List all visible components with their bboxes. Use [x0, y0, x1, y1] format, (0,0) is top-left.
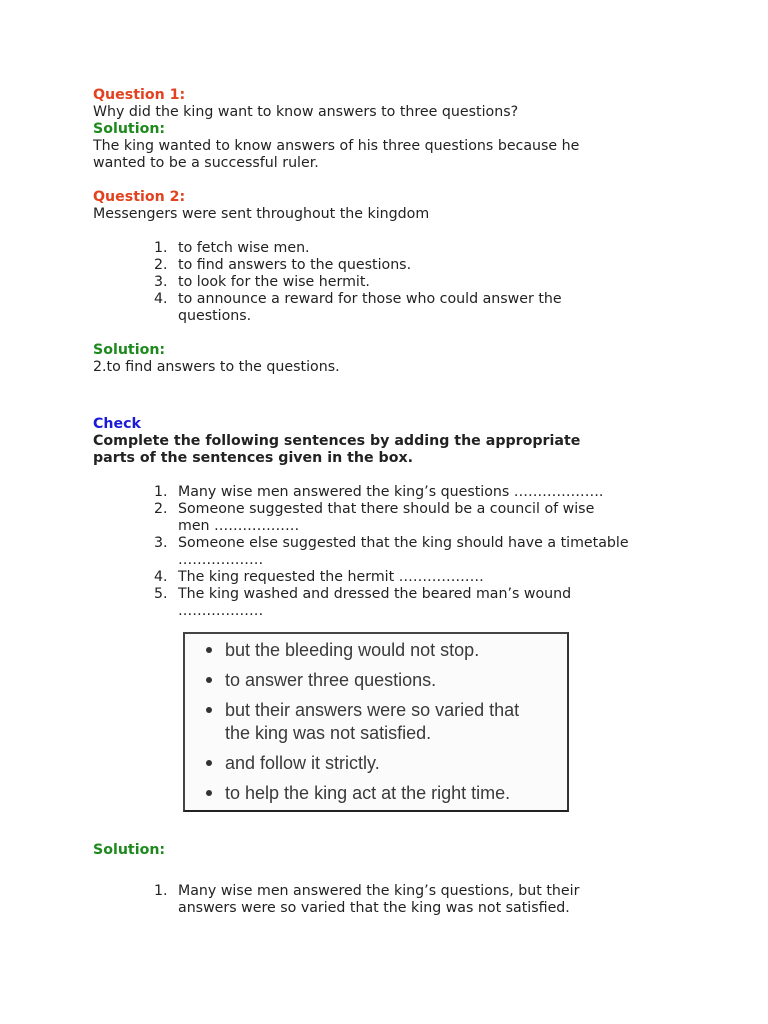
- question-2-heading: Question 2:: [93, 189, 186, 205]
- list-item: [93, 291, 683, 325]
- list-text-continued: ………………: [178, 603, 264, 619]
- list-number: 4.: [154, 569, 168, 585]
- phrase-text: to help the king act at the right time.: [225, 782, 511, 803]
- list-number: 3.: [154, 535, 168, 551]
- list-item: [93, 484, 683, 501]
- list-item: [93, 535, 683, 569]
- list-text: Someone suggested that there should be a council of wise: [178, 501, 595, 517]
- bullet-icon: [206, 647, 212, 653]
- list-number: 4.: [154, 291, 168, 307]
- list-text: to find answers to the questions.: [178, 257, 412, 273]
- list-text: to look for the wise hermit.: [178, 274, 370, 290]
- list-number: 5.: [154, 586, 168, 602]
- list-text-continued: ………………: [178, 552, 264, 568]
- phrase-item: [203, 752, 567, 775]
- list-number: 1.: [154, 240, 168, 256]
- question-2-prompt: Messengers were sent throughout the kingdom: [93, 206, 430, 222]
- question-1-text: Why did the king want to know answers to three questions?: [93, 104, 519, 120]
- phrase-item: [203, 639, 567, 662]
- list-text: The king washed and dressed the beared man’s wound: [178, 586, 572, 602]
- bullet-icon: [206, 707, 212, 713]
- phrase-text-continued: the king was not satisfied.: [225, 722, 432, 743]
- bullet-icon: [206, 790, 212, 796]
- list-item: [93, 586, 683, 620]
- list-item: [93, 240, 683, 257]
- phrase-list: [203, 639, 567, 804]
- list-item: [93, 274, 683, 291]
- bullet-icon: [206, 760, 212, 766]
- check-instruction-line-1: Complete the following sentences by adding the appropriate: [93, 433, 581, 449]
- document-page: [93, 87, 683, 917]
- solution-1-heading: Solution:: [93, 121, 166, 137]
- solution-3-list: [93, 883, 683, 917]
- question-1-heading: Question 1:: [93, 87, 186, 103]
- list-text: Many wise men answered the king’s questions, but their: [178, 883, 580, 899]
- solution-2-heading: Solution:: [93, 342, 166, 358]
- check-instruction-line-2: parts of the sentences given in the box.: [93, 450, 414, 466]
- phrase-item: [203, 782, 567, 805]
- list-text: to announce a reward for those who could answer the: [178, 291, 562, 307]
- list-number: 1.: [154, 484, 168, 500]
- solution-2-text: 2.to find answers to the questions.: [93, 359, 340, 375]
- phrase-text: but their answers were so varied that: [225, 700, 520, 720]
- phrase-item: [203, 699, 567, 744]
- list-text: Many wise men answered the king’s questions ……………….: [178, 484, 604, 500]
- list-text-continued: men ………………: [178, 518, 300, 534]
- list-text: The king requested the hermit ………………: [178, 569, 484, 585]
- bullet-icon: [206, 677, 212, 683]
- phrase-text: and follow it strictly.: [225, 752, 380, 773]
- phrase-text: to answer three questions.: [225, 670, 437, 690]
- list-text-continued: questions.: [178, 308, 252, 324]
- phrase-item: [203, 669, 567, 692]
- phrase-text: but the bleeding would not stop.: [225, 640, 480, 660]
- solution-3-heading: Solution:: [93, 842, 166, 858]
- phrase-box: [183, 632, 569, 812]
- solution-1-line-2: wanted to be a successful ruler.: [93, 155, 319, 171]
- list-text-continued: answers were so varied that the king was not satisfied.: [178, 900, 570, 916]
- list-text: Someone else suggested that the king should have a timetable: [178, 535, 629, 551]
- list-item: [93, 501, 683, 535]
- check-heading: Check: [93, 416, 141, 432]
- check-sentences: [93, 484, 683, 620]
- list-number: 3.: [154, 274, 168, 290]
- list-item: [93, 883, 683, 917]
- list-item: [93, 257, 683, 274]
- question-2-options: [93, 240, 683, 325]
- list-number: 2.: [154, 257, 168, 273]
- list-item: [93, 569, 683, 586]
- solution-1-line-1: The king wanted to know answers of his three questions because he: [93, 138, 580, 154]
- list-number: 1.: [154, 883, 168, 899]
- list-text: to fetch wise men.: [178, 240, 310, 256]
- list-number: 2.: [154, 501, 168, 517]
